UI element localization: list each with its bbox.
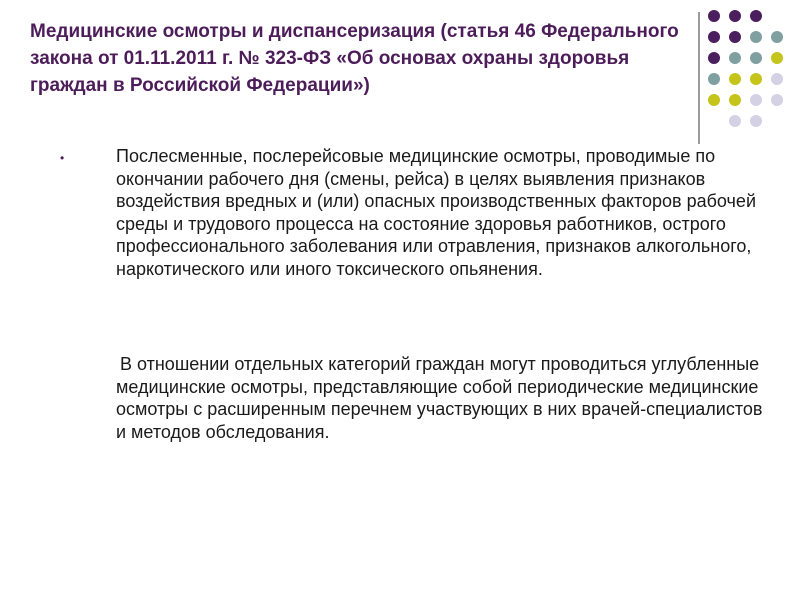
decorative-dot [771, 94, 783, 106]
decorative-dot [771, 73, 783, 85]
body-paragraph: В отношении отдельных категорий граждан могут проводиться углубленные медицинские осмотры, представляющие собой периодические медицинские осмотры с расширенным перечнем участвующих в них врачей-специалистов и методов обследования. [116, 354, 763, 442]
bullet-paragraph: Послесменные, послерейсовые медицинские осмотры, проводимые по окончании рабочего дня (смены, рейса) в целях выявления признаков воздействия вредных и (или) опасных производственных факторов рабочей среды и трудового процесса на состояние здоровья работников, острого профессионального заболевания или отравления, признаков алкогольного, наркотического или иного токсического опьянения. [116, 146, 756, 279]
decorative-dot [708, 52, 720, 64]
divider-line [698, 12, 700, 144]
bullet-icon: • [60, 151, 65, 165]
decorative-dot [708, 31, 720, 43]
decorative-dot [750, 10, 762, 22]
decorative-dot [771, 31, 783, 43]
decorative-dot [708, 94, 720, 106]
decorative-dot [708, 10, 720, 22]
decorative-dot [729, 94, 741, 106]
decorative-dot [750, 94, 762, 106]
decorative-dot [729, 73, 741, 85]
decorative-dot [750, 52, 762, 64]
decorative-dot [729, 52, 741, 64]
decorative-dot [750, 73, 762, 85]
decorative-dot [729, 115, 741, 127]
decorative-dot-grid [708, 10, 796, 130]
decorative-dot [750, 115, 762, 127]
decorative-dot [750, 31, 762, 43]
decorative-dot [729, 31, 741, 43]
decorative-dot [708, 73, 720, 85]
decorative-dot [729, 10, 741, 22]
slide-title: Медицинские осмотры и диспансеризация (статья 46 Федерального закона от 01.11.2011 г. № 323-ФЗ «Об основах охраны здоровья граждан в Российской Федерации») [30, 21, 679, 96]
decorative-dot [771, 52, 783, 64]
